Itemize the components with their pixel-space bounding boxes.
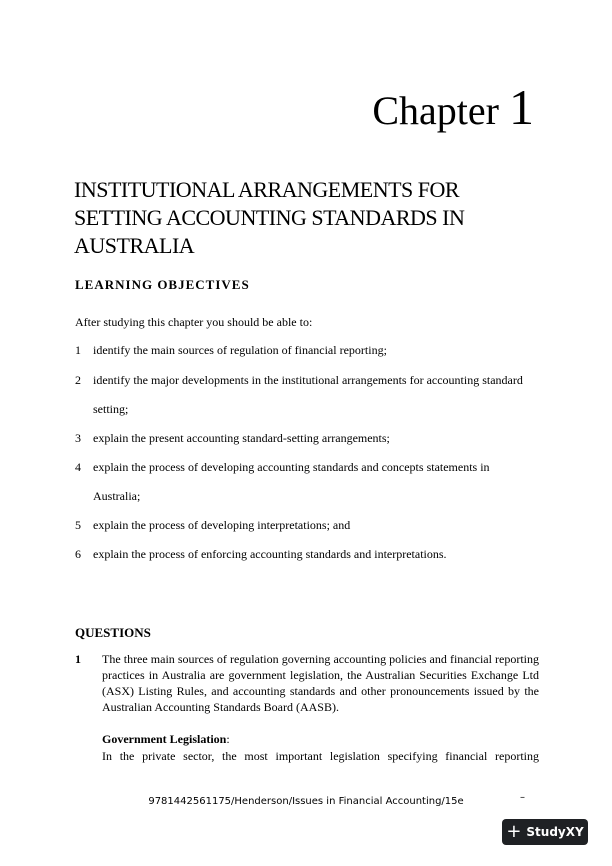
learning-objectives-heading: LEARNING OBJECTIVES [75, 277, 250, 292]
question-text: The three main sources of regulation governing accounting policies and financial reporting practices in Australia are government legislation, the Australian Securities Exchange Ltd (ASX) Listing Rules, and accounting standards and other pronouncements issued by the Australian Accounting Standards Board (AASB). [102, 652, 539, 714]
objective-item [75, 453, 535, 511]
objective-text: explain the present accounting standard-setting arrangements; [93, 431, 390, 445]
plus-icon: + [506, 821, 522, 842]
footer-dash: – [520, 792, 525, 803]
page-footer: 9781442561175/Henderson/Issues in Financial Accounting/15e [148, 796, 464, 807]
objective-number: 3 [75, 431, 81, 445]
objective-number: 2 [75, 373, 81, 387]
question-number: 1 [75, 652, 81, 666]
objective-item [75, 511, 535, 540]
objective-item [75, 540, 535, 569]
objective-item [75, 336, 535, 365]
objective-item [75, 366, 535, 424]
chapter-label: Chapter [372, 88, 499, 133]
chapter-title: INSTITUTIONAL ARRANGEMENTS FOR SETTING ACCOUNTING STANDARDS IN AUSTRALIA [74, 177, 465, 258]
subheading-text: Government Legislation [102, 732, 227, 746]
chapter-number: 1 [509, 79, 534, 135]
objective-text: explain the process of developing interpretations; and [93, 518, 351, 532]
question-item [75, 651, 539, 715]
objective-text: identify the major developments in the institutional arrangements for accounting standard setting; [93, 373, 523, 416]
objective-number: 5 [75, 518, 81, 532]
objective-item [75, 424, 535, 453]
government-legislation-paragraph: In the private sector, the most important legislation specifying financial reporting [102, 749, 539, 763]
subheading-colon: : [226, 732, 230, 746]
chapter-heading [372, 79, 534, 136]
objective-number: 1 [75, 343, 81, 357]
studyxy-logo-text: StudyXY [526, 825, 584, 839]
government-legislation-heading [102, 732, 230, 747]
objective-text: explain the process of enforcing accounting standards and interpretations. [93, 547, 447, 561]
objective-text: identify the main sources of regulation of financial reporting; [93, 343, 387, 357]
studyxy-badge[interactable] [502, 819, 588, 845]
objective-number: 6 [75, 547, 81, 561]
objectives-intro: After studying this chapter you should be able to: [75, 315, 313, 329]
objective-number: 4 [75, 460, 81, 474]
objective-text: explain the process of developing accounting standards and concepts statements in Australia; [93, 460, 490, 503]
questions-heading: QUESTIONS [75, 625, 151, 640]
